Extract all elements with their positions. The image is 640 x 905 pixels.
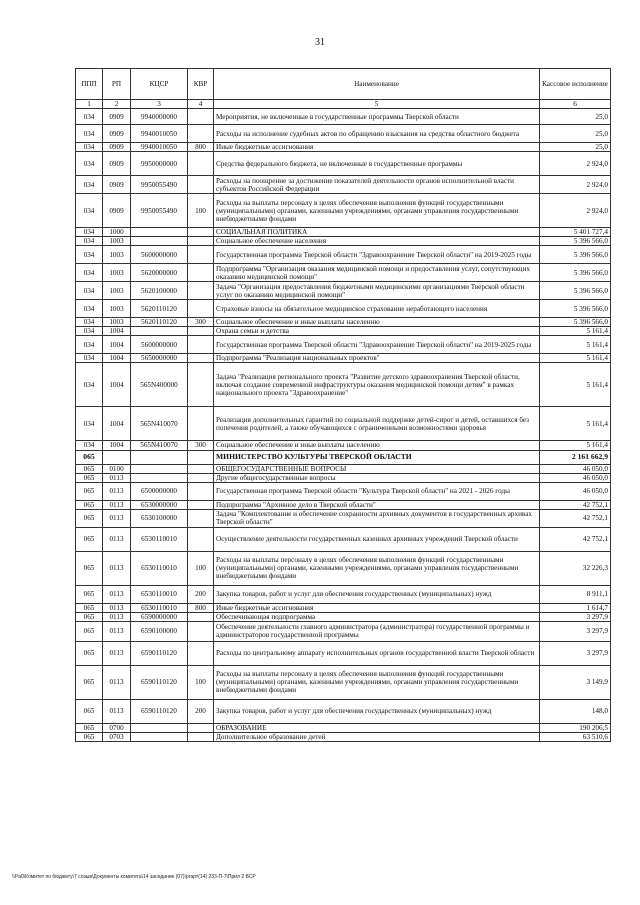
cell-ppp: 034 — [76, 125, 103, 143]
table-row — [76, 441, 611, 450]
column-header-amount: Кассовое исполнение — [540, 69, 611, 100]
cell-amount: 2 924,0 — [540, 176, 611, 194]
cell-kcsr: 5620000000 — [131, 264, 188, 282]
cell-ppp: 034 — [76, 336, 103, 354]
cell-kcsr: 6500000000 — [131, 482, 188, 500]
cell-kvr: 200 — [188, 699, 214, 723]
cell-kcsr: 565N410070 — [131, 407, 188, 441]
cell-kcsr: 6530110010 — [131, 551, 188, 585]
cell-amount: 46 050,0 — [540, 473, 611, 482]
cell-ppp: 065 — [76, 585, 103, 603]
cell-kvr — [188, 464, 214, 473]
cell-rp: 1000 — [103, 228, 131, 237]
cell-kvr — [188, 237, 214, 246]
cell-kcsr: 6530000000 — [131, 500, 188, 509]
table-row — [76, 450, 611, 464]
cell-kvr: 100 — [188, 551, 214, 585]
cell-name: Задача "Реализация регионального проекта "Развитие детского здравоохранения Тверской области, включая создание современной инфраструктуры оказания медицинской помощи детям" в рамках национального проекта "Здравоохранение" — [214, 363, 540, 407]
table-row — [76, 612, 611, 621]
cell-amount: 5 161,4 — [540, 363, 611, 407]
table-row — [76, 665, 611, 699]
table-row — [76, 228, 611, 237]
column-number: 3 — [131, 100, 188, 109]
table-row — [76, 282, 611, 300]
table-row — [76, 354, 611, 363]
cell-kvr — [188, 527, 214, 551]
cell-kvr — [188, 621, 214, 641]
cell-name: Мероприятия, не включенные в государственные программы Тверской области — [214, 109, 540, 125]
cell-name: ОБРАЗОВАНИЕ — [214, 723, 540, 732]
table-row — [76, 641, 611, 665]
cell-name: Подпрограмма "Архивное дело в Тверской области" — [214, 500, 540, 509]
cell-ppp: 034 — [76, 407, 103, 441]
budget-execution-table — [75, 68, 611, 742]
cell-ppp: 065 — [76, 473, 103, 482]
column-number: 2 — [103, 100, 131, 109]
cell-kcsr: 6530110010 — [131, 585, 188, 603]
cell-amount: 32 226,3 — [540, 551, 611, 585]
cell-amount: 5 396 566,0 — [540, 300, 611, 318]
cell-ppp: 065 — [76, 603, 103, 612]
table-row — [76, 464, 611, 473]
cell-rp: 0700 — [103, 723, 131, 732]
cell-amount: 8 911,1 — [540, 585, 611, 603]
column-number: 5 — [214, 100, 540, 109]
cell-kvr — [188, 125, 214, 143]
cell-amount: 5 161,4 — [540, 354, 611, 363]
cell-amount: 5 396 566,0 — [540, 318, 611, 327]
cell-kcsr: 9950055490 — [131, 176, 188, 194]
cell-amount: 63 510,6 — [540, 732, 611, 741]
cell-rp: 0113 — [103, 612, 131, 621]
cell-amount: 42 752,1 — [540, 500, 611, 509]
column-header-ppp: ППП — [76, 69, 103, 100]
cell-name: Закупка товаров, работ и услуг для обеспечения государственных (муниципальных) нужд — [214, 585, 540, 603]
cell-kcsr: 6590100000 — [131, 621, 188, 641]
table-row — [76, 732, 611, 741]
cell-kcsr: 9940010050 — [131, 143, 188, 152]
cell-name: Подпрограмма "Реализация национальных проектов" — [214, 354, 540, 363]
cell-name: Реализация дополнительных гарантий по социальной поддержке детей-сирот и детей, оставшихся без попечения родителей, а также обучающихся с ограниченными возможностями здоровья — [214, 407, 540, 441]
cell-kcsr: 9950000000 — [131, 152, 188, 176]
cell-kvr — [188, 500, 214, 509]
cell-rp: 1004 — [103, 407, 131, 441]
table-row — [76, 176, 611, 194]
table-row — [76, 473, 611, 482]
cell-kvr — [188, 336, 214, 354]
column-header-kcsr: КЦСР — [131, 69, 188, 100]
table-row — [76, 407, 611, 441]
cell-rp: 1003 — [103, 318, 131, 327]
cell-amount: 3 149,9 — [540, 665, 611, 699]
cell-kcsr: 6590110120 — [131, 665, 188, 699]
cell-rp — [103, 450, 131, 464]
cell-rp: 0909 — [103, 143, 131, 152]
column-number-row — [76, 100, 611, 109]
cell-rp: 0113 — [103, 665, 131, 699]
cell-ppp: 065 — [76, 699, 103, 723]
cell-amount: 25,0 — [540, 109, 611, 125]
cell-name: Государственная программа Тверской области "Культура Тверской области" на 2021 - 2026 годы — [214, 482, 540, 500]
cell-name: Страховые взносы на обязательное медицинское страхование неработающего населения — [214, 300, 540, 318]
cell-name: Обеспечение деятельности главного администратора (администратора) государственной программы и администраторов государственной программы — [214, 621, 540, 641]
cell-rp: 1004 — [103, 354, 131, 363]
cell-ppp: 034 — [76, 143, 103, 152]
cell-name: Государственная программа Тверской области "Здравоохранение Тверской области" на 2019-2025 годы — [214, 246, 540, 264]
table-row — [76, 363, 611, 407]
cell-kcsr: 5600000000 — [131, 246, 188, 264]
cell-ppp: 065 — [76, 641, 103, 665]
cell-name: Закупка товаров, работ и услуг для обеспечения государственных (муниципальных) нужд — [214, 699, 540, 723]
cell-kcsr: 6530110010 — [131, 527, 188, 551]
column-header-kvr: КВР — [188, 69, 214, 100]
cell-ppp: 034 — [76, 237, 103, 246]
cell-ppp: 034 — [76, 176, 103, 194]
cell-name: Охрана семьи и детства — [214, 327, 540, 336]
column-number: 6 — [540, 100, 611, 109]
cell-ppp: 034 — [76, 354, 103, 363]
cell-amount: 5 161,4 — [540, 441, 611, 450]
cell-kcsr: 565N400000 — [131, 363, 188, 407]
cell-kcsr: 6590110120 — [131, 641, 188, 665]
table-row — [76, 125, 611, 143]
cell-kcsr — [131, 464, 188, 473]
cell-name: СОЦИАЛЬНАЯ ПОЛИТИКА — [214, 228, 540, 237]
cell-amount: 5 161,4 — [540, 336, 611, 354]
cell-ppp: 065 — [76, 621, 103, 641]
cell-rp: 0113 — [103, 473, 131, 482]
cell-kvr: 800 — [188, 603, 214, 612]
cell-rp: 0909 — [103, 176, 131, 194]
cell-rp: 1004 — [103, 336, 131, 354]
cell-kcsr: 5650000000 — [131, 354, 188, 363]
cell-ppp: 065 — [76, 723, 103, 732]
cell-kcsr: 9940010050 — [131, 125, 188, 143]
cell-kvr: 100 — [188, 194, 214, 228]
cell-name: Расходы на выплаты персоналу в целях обеспечения выполнения функций государственными (муниципальными) органами, казенными учреждениями, органами управления государственными внебюджетными фондами — [214, 194, 540, 228]
cell-rp: 0100 — [103, 464, 131, 473]
cell-rp: 1003 — [103, 264, 131, 282]
cell-amount: 42 752,1 — [540, 509, 611, 527]
cell-amount: 3 297,9 — [540, 641, 611, 665]
cell-ppp: 065 — [76, 464, 103, 473]
cell-kcsr: 5600000000 — [131, 336, 188, 354]
cell-rp: 0909 — [103, 109, 131, 125]
cell-ppp: 034 — [76, 441, 103, 450]
cell-amount: 3 297,9 — [540, 612, 611, 621]
table-row — [76, 264, 611, 282]
cell-rp: 0113 — [103, 482, 131, 500]
cell-rp: 0909 — [103, 152, 131, 176]
cell-rp: 0113 — [103, 585, 131, 603]
cell-rp: 0703 — [103, 732, 131, 741]
table-row — [76, 551, 611, 585]
table-row — [76, 585, 611, 603]
cell-kvr — [188, 246, 214, 264]
cell-kvr — [188, 300, 214, 318]
cell-ppp: 034 — [76, 228, 103, 237]
cell-name: Социальное обеспечение и иные выплаты населению — [214, 441, 540, 450]
table-row — [76, 509, 611, 527]
cell-amount: 5 396 566,0 — [540, 237, 611, 246]
table-row — [76, 237, 611, 246]
cell-kvr — [188, 363, 214, 407]
cell-ppp: 065 — [76, 500, 103, 509]
cell-rp: 0113 — [103, 527, 131, 551]
cell-name: Задача "Организация предоставления бюджетными медицинскими организациями Тверской области услуг по оказанию медицинской помощи" — [214, 282, 540, 300]
table-row — [76, 500, 611, 509]
cell-kcsr — [131, 237, 188, 246]
cell-kcsr — [131, 327, 188, 336]
cell-amount: 25,0 — [540, 143, 611, 152]
cell-ppp: 034 — [76, 264, 103, 282]
cell-ppp: 065 — [76, 732, 103, 741]
cell-kcsr: 5620100000 — [131, 282, 188, 300]
cell-kcsr: 5620110120 — [131, 318, 188, 327]
cell-kvr — [188, 612, 214, 621]
table-row — [76, 300, 611, 318]
cell-name: Осуществление деятельности государственных казенных архивных учреждений Тверской области — [214, 527, 540, 551]
table-row — [76, 194, 611, 228]
cell-kvr — [188, 264, 214, 282]
cell-ppp: 065 — [76, 509, 103, 527]
table-row — [76, 723, 611, 732]
cell-amount: 46 050,0 — [540, 482, 611, 500]
table-header-row — [76, 69, 611, 100]
cell-ppp: 034 — [76, 300, 103, 318]
table-body — [76, 109, 611, 742]
cell-rp: 0113 — [103, 603, 131, 612]
cell-amount: 1 614,7 — [540, 603, 611, 612]
cell-kvr — [188, 473, 214, 482]
column-header-name: Наименование — [214, 69, 540, 100]
table-row — [76, 527, 611, 551]
cell-name: Иные бюджетные ассигнования — [214, 143, 540, 152]
cell-ppp: 065 — [76, 482, 103, 500]
cell-amount: 5 161,4 — [540, 407, 611, 441]
cell-ppp: 034 — [76, 363, 103, 407]
cell-kcsr — [131, 723, 188, 732]
table-row — [76, 152, 611, 176]
cell-kvr — [188, 176, 214, 194]
cell-rp: 0909 — [103, 194, 131, 228]
cell-rp: 1004 — [103, 441, 131, 450]
cell-name: МИНИСТЕРСТВО КУЛЬТУРЫ ТВЕРСКОЙ ОБЛАСТИ — [214, 450, 540, 464]
cell-kvr — [188, 450, 214, 464]
cell-rp: 0113 — [103, 551, 131, 585]
cell-kvr: 800 — [188, 143, 214, 152]
cell-rp: 0113 — [103, 621, 131, 641]
cell-kcsr — [131, 450, 188, 464]
cell-amount: 190 206,5 — [540, 723, 611, 732]
cell-kcsr: 6590110120 — [131, 699, 188, 723]
cell-kcsr — [131, 228, 188, 237]
cell-rp: 0113 — [103, 699, 131, 723]
cell-ppp: 034 — [76, 282, 103, 300]
cell-kvr — [188, 228, 214, 237]
cell-kcsr: 9940000000 — [131, 109, 188, 125]
page-number: 31 — [315, 37, 325, 48]
cell-kvr — [188, 327, 214, 336]
cell-name: Социальное обеспечение населения — [214, 237, 540, 246]
cell-ppp: 065 — [76, 450, 103, 464]
cell-rp: 1004 — [103, 363, 131, 407]
table-row — [76, 621, 611, 641]
cell-kcsr: 9950055490 — [131, 194, 188, 228]
cell-kvr — [188, 407, 214, 441]
cell-kvr — [188, 354, 214, 363]
cell-name: Расходы на выплаты персоналу в целях обеспечения выполнения функций государственными (муниципальными) органами, казенными учреждениями, органами управления государственными внебюджетными фондами — [214, 665, 540, 699]
cell-kvr: 100 — [188, 665, 214, 699]
cell-name: Расходы на выплаты персоналу в целях обеспечения выполнения функций государственными (муниципальными) органами, казенными учреждениями, органами управления государственными внебюджетными фондами — [214, 551, 540, 585]
cell-rp: 0909 — [103, 125, 131, 143]
cell-amount: 5 396 566,0 — [540, 246, 611, 264]
cell-kvr — [188, 641, 214, 665]
cell-name: Расходы на исполнение судебных актов по обращению взыскания на средства областного бюджета — [214, 125, 540, 143]
cell-amount: 42 752,1 — [540, 527, 611, 551]
cell-ppp: 034 — [76, 327, 103, 336]
cell-name: Расходы по центральному аппарату исполнительных органов государственной власти Тверской области — [214, 641, 540, 665]
cell-kcsr: 5620110120 — [131, 300, 188, 318]
table-row — [76, 318, 611, 327]
cell-kcsr: 565N410070 — [131, 441, 188, 450]
cell-kvr: 300 — [188, 441, 214, 450]
cell-amount: 148,0 — [540, 699, 611, 723]
cell-amount: 5 161,4 — [540, 327, 611, 336]
cell-amount: 3 297,9 — [540, 621, 611, 641]
cell-ppp: 065 — [76, 612, 103, 621]
table-row — [76, 482, 611, 500]
table-row — [76, 246, 611, 264]
cell-ppp: 034 — [76, 246, 103, 264]
cell-kvr — [188, 282, 214, 300]
cell-kcsr — [131, 732, 188, 741]
cell-name: Средства федерального бюджета, не включенные в государственные программы — [214, 152, 540, 176]
table-row — [76, 603, 611, 612]
file-path-footer: \\Pa0\Комитет по бюджету\7 созыв\Документы комитета\14 заседание (07)\ргарт(14) 233-П-7\Прил 2 ВСР — [12, 874, 256, 880]
cell-amount: 2 161 662,9 — [540, 450, 611, 464]
cell-name: Задача "Комплектование и обеспечение сохранности архивных документов в государственных архивах Тверской области" — [214, 509, 540, 527]
cell-name: Другие общегосударственные вопросы — [214, 473, 540, 482]
cell-ppp: 034 — [76, 194, 103, 228]
cell-kvr — [188, 482, 214, 500]
cell-rp: 0113 — [103, 500, 131, 509]
cell-name: ОБЩЕГОСУДАРСТВЕННЫЕ ВОПРОСЫ — [214, 464, 540, 473]
table-row — [76, 327, 611, 336]
cell-name: Подпрограмма "Организация оказания медицинской помощи и предоставления услуг, сопутствующих оказанию медицинской помощи" — [214, 264, 540, 282]
cell-name: Социальное обеспечение и иные выплаты населению — [214, 318, 540, 327]
cell-name: Обеспечивающая подпрограмма — [214, 612, 540, 621]
cell-name: Государственная программа Тверской области "Здравоохранение Тверской области" на 2019-2025 годы — [214, 336, 540, 354]
cell-ppp: 034 — [76, 109, 103, 125]
table-row — [76, 143, 611, 152]
cell-kvr: 300 — [188, 318, 214, 327]
cell-rp: 1003 — [103, 237, 131, 246]
cell-kcsr: 6530110010 — [131, 603, 188, 612]
cell-kcsr — [131, 473, 188, 482]
cell-rp: 1003 — [103, 246, 131, 264]
table-row — [76, 699, 611, 723]
cell-kvr — [188, 509, 214, 527]
cell-name: Расходы на поощрение за достижение показателей деятельности органов исполнительной власти субъектов Российской Федерации — [214, 176, 540, 194]
cell-ppp: 034 — [76, 318, 103, 327]
table-row — [76, 336, 611, 354]
cell-amount: 5 401 727,4 — [540, 228, 611, 237]
cell-amount: 2 924,0 — [540, 194, 611, 228]
cell-kvr — [188, 152, 214, 176]
cell-ppp: 034 — [76, 152, 103, 176]
cell-name: Иные бюджетные ассигнования — [214, 603, 540, 612]
cell-amount: 2 924,0 — [540, 152, 611, 176]
column-header-rp: РП — [103, 69, 131, 100]
cell-amount: 46 050,0 — [540, 464, 611, 473]
cell-kvr — [188, 732, 214, 741]
cell-amount: 5 396 566,0 — [540, 264, 611, 282]
cell-kvr — [188, 109, 214, 125]
cell-amount: 5 396 566,0 — [540, 282, 611, 300]
cell-ppp: 065 — [76, 551, 103, 585]
table-row — [76, 109, 611, 125]
cell-amount: 25,0 — [540, 125, 611, 143]
cell-rp: 1003 — [103, 282, 131, 300]
cell-kvr: 200 — [188, 585, 214, 603]
column-number: 4 — [188, 100, 214, 109]
cell-kcsr: 6530100000 — [131, 509, 188, 527]
column-number: 1 — [76, 100, 103, 109]
cell-kvr — [188, 723, 214, 732]
cell-name: Дополнительное образование детей — [214, 732, 540, 741]
cell-rp: 0113 — [103, 641, 131, 665]
cell-rp: 1004 — [103, 327, 131, 336]
cell-rp: 1003 — [103, 300, 131, 318]
cell-rp: 0113 — [103, 509, 131, 527]
cell-ppp: 065 — [76, 527, 103, 551]
cell-kcsr: 6590000000 — [131, 612, 188, 621]
cell-ppp: 065 — [76, 665, 103, 699]
